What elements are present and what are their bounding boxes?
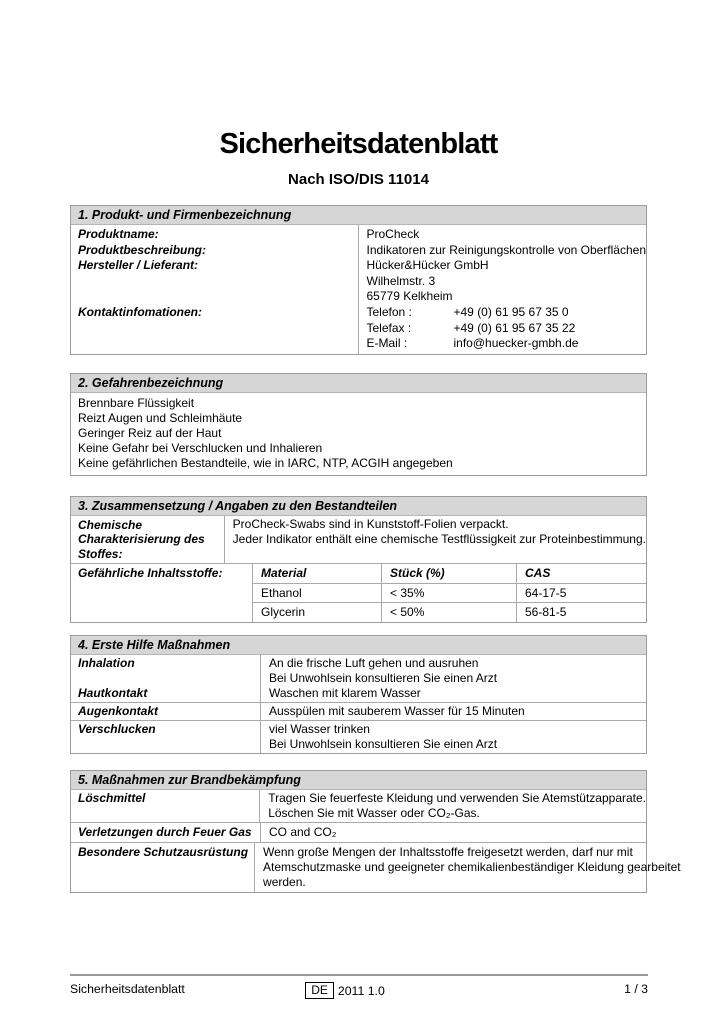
fax-row xyxy=(367,321,647,337)
row-labels xyxy=(71,703,261,720)
footer-page-number: 1 / 3 xyxy=(624,982,649,996)
section-header: 1. Produkt- und Firmenbezeichnung xyxy=(71,206,646,225)
footer-version: 2011 1.0 xyxy=(337,983,385,998)
ingredients-table-header xyxy=(253,564,646,583)
section-hazards xyxy=(70,373,647,476)
footer-document-name: Sicherheitsdatenblatt xyxy=(70,982,185,996)
first-aid-row-eyes xyxy=(71,702,646,720)
section-header: 2. Gefahrenbezeichnung xyxy=(71,374,646,393)
phone-row xyxy=(367,305,647,321)
fire-row-gas xyxy=(71,822,646,842)
section-header: 3. Zusammensetzung / Angaben zu den Bestandteilen xyxy=(71,497,646,516)
protection-line: Wenn große Mengen der Inhaltsstoffe freigesetzt werden, darf nur mit xyxy=(263,845,633,860)
page-subtitle: Nach ISO/DIS 11014 xyxy=(288,171,429,188)
phone-value: +49 (0) 61 95 67 35 0 xyxy=(453,304,569,319)
skin-value: Waschen mit klarem Wasser xyxy=(269,686,421,701)
characterization-value xyxy=(225,516,646,564)
first-aid-row-inhalation-skin xyxy=(71,655,646,702)
ingredients-label: Gefährliche Inhaltsstoffe: xyxy=(71,564,253,622)
characterization-line: ProCheck-Swabs sind in Kunststoff-Folien verpackt. xyxy=(232,516,509,531)
page-title: Sicherheitsdatenblatt xyxy=(219,128,498,160)
cell-cas: 56-81-5 xyxy=(525,605,567,620)
ingredients-row xyxy=(71,564,646,622)
manufacturer-street: Wilhelmstr. 3 xyxy=(366,273,436,288)
row-values xyxy=(261,721,646,753)
eye-value: Ausspülen mit sauberem Wasser für 15 Minuten xyxy=(269,704,525,719)
section-header: 5. Maßnahmen zur Brandbekämpfung xyxy=(71,771,646,790)
spacer xyxy=(78,289,358,305)
row-labels xyxy=(71,721,261,753)
hazard-item: Reizt Augen und Schleimhäute xyxy=(78,410,243,425)
product-name-value: ProCheck xyxy=(366,227,420,241)
language-badge: DE xyxy=(305,982,334,999)
col-header-cas: CAS xyxy=(525,566,551,581)
row-labels xyxy=(71,790,260,822)
fire-row-protection xyxy=(71,842,681,892)
eye-label: Augenkontakt xyxy=(78,704,159,719)
characterization-line: Jeder Indikator enthält eine chemische Testflüssigkeit zur Proteinbestimmung. xyxy=(232,531,646,546)
cell-cas: 64-17-5 xyxy=(525,585,567,600)
extinguisher-line: Löschen Sie mit Wasser oder CO₂-Gas. xyxy=(268,806,480,821)
row-labels xyxy=(71,843,255,892)
section-composition xyxy=(70,496,647,623)
protection-label: Besondere Schutzausrüstung xyxy=(78,845,249,860)
document-content xyxy=(70,0,681,893)
hazard-list xyxy=(71,393,646,475)
spacer xyxy=(78,274,358,290)
col-header-material: Material xyxy=(253,564,382,583)
inhalation-line: Bei Unwohlsein konsultieren Sie einen Arzt xyxy=(269,671,498,686)
fire-row-extinguisher xyxy=(71,790,646,822)
swallow-line: viel Wasser trinken xyxy=(269,722,370,737)
email-value: info@huecker-gmbh.de xyxy=(453,336,579,351)
protection-line: Atemschutzmaske und geeigneter chemikalienbeständiger Kleidung gearbeitet xyxy=(263,860,681,875)
row-labels xyxy=(71,655,261,702)
hazard-item: Brennbare Flüssigkeit xyxy=(78,395,195,410)
row-labels xyxy=(71,823,261,842)
table-row xyxy=(253,602,646,622)
product-info-table xyxy=(71,225,646,354)
cell-material: Glycerin xyxy=(253,603,382,622)
section-first-aid xyxy=(70,635,647,754)
contact-label: Kontaktinfomationen: xyxy=(78,304,202,319)
extinguisher-label: Löschmittel xyxy=(78,791,146,806)
spacer xyxy=(78,671,254,686)
swallow-line: Bei Unwohlsein konsultieren Sie einen Arzt xyxy=(269,737,498,752)
cell-percent: < 50% xyxy=(382,603,517,622)
first-aid-row-swallow xyxy=(71,720,646,753)
hazard-item: Geringer Reiz auf der Haut xyxy=(78,425,222,440)
swallow-label: Verschlucken xyxy=(78,722,156,737)
skin-label: Hautkontakt xyxy=(78,686,148,701)
product-desc-label: Produktbeschreibung: xyxy=(78,242,207,257)
section-product-info xyxy=(70,205,647,355)
col-header-percent: Stück (%) xyxy=(382,564,517,583)
protection-line: werden. xyxy=(263,875,306,890)
section-header: 4. Erste Hilfe Maßnahmen xyxy=(71,636,646,655)
extinguisher-line: Tragen Sie feuerfeste Kleidung und verwenden Sie Atemstützapparate. xyxy=(268,791,646,806)
hazard-item: Keine Gefahr bei Verschlucken und Inhalieren xyxy=(78,440,323,455)
table-row xyxy=(253,583,646,603)
row-values xyxy=(261,655,646,702)
email-row xyxy=(367,336,647,352)
firegas-label: Verletzungen durch Feuer Gas xyxy=(78,825,252,840)
row-values xyxy=(261,703,646,720)
product-info-values xyxy=(359,225,647,354)
cell-material: Ethanol xyxy=(253,584,382,603)
page-footer xyxy=(70,974,648,999)
characterization-label: Chemische Charakterisierung des Stoffes: xyxy=(71,516,225,564)
product-desc-value: Indikatoren zur Reinigungskontrolle von Oberflächen xyxy=(366,242,646,257)
inhalation-label: Inhalation xyxy=(78,656,135,671)
phone-label: Telefon : xyxy=(366,304,412,319)
row-values xyxy=(260,790,646,822)
row-values xyxy=(255,843,681,892)
product-name-label: Produktname: xyxy=(78,227,159,241)
firegas-value: CO and CO₂ xyxy=(269,825,337,840)
row-values xyxy=(261,823,646,842)
inhalation-line: An die frische Luft gehen und ausruhen xyxy=(269,656,479,671)
ingredients-table xyxy=(253,564,646,622)
footer-version-group xyxy=(305,982,385,999)
characterization-row xyxy=(71,516,646,565)
section-fire-fighting xyxy=(70,770,681,893)
fax-label: Telefax : xyxy=(366,320,412,335)
manufacturer-city: 65779 Kelkheim xyxy=(366,289,453,304)
email-label: E-Mail : xyxy=(366,336,408,351)
hazard-item: Keine gefährlichen Bestandteile, wie in IARC, NTP, ACGIH angegeben xyxy=(78,455,453,470)
fax-value: +49 (0) 61 95 67 35 22 xyxy=(453,320,576,335)
manufacturer-label: Hersteller / Lieferant: xyxy=(78,258,199,273)
product-info-labels xyxy=(71,225,359,354)
cell-percent: < 35% xyxy=(382,584,517,603)
manufacturer-name: Hücker&Hücker GmbH xyxy=(366,258,489,273)
